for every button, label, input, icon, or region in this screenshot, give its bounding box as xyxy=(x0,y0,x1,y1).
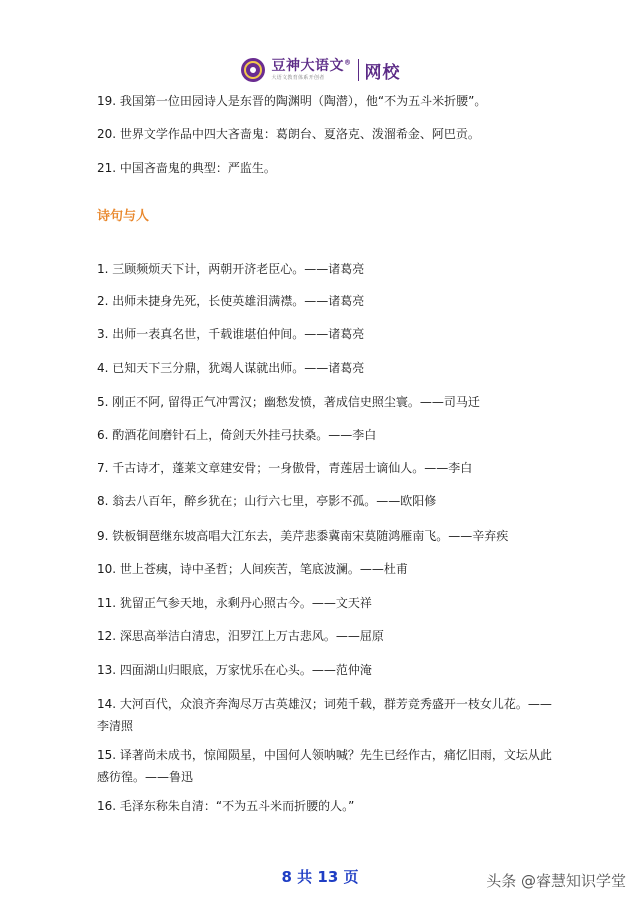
fact-item-20: 20. 世界文学作品中四大吝啬鬼：葛朗台、夏洛克、泼溜希金、阿巴贡。 xyxy=(97,127,480,141)
poem-item-6: 6. 酌酒花间磨针石上，倚剑天外挂弓扶桑。——李白 xyxy=(97,428,377,442)
brand-reg-mark: ® xyxy=(344,58,352,67)
poem-item-4: 4. 已知天下三分鼎，犹竭人谋就出师。——诸葛亮 xyxy=(97,361,365,375)
poem-item-1: 1. 三顾频烦天下计，两朝开济老臣心。——诸葛亮 xyxy=(97,262,365,276)
fact-item-19: 19. 我国第一位田园诗人是东晋的陶渊明（陶潜），他“不为五斗米折腰”。 xyxy=(97,94,487,108)
poem-item-10: 10. 世上苍痍，诗中圣哲；人间疾苦，笔底波澜。——杜甫 xyxy=(97,562,408,576)
poem-item-14: 14. 大河百代，众浪齐奔淘尽万古英雄汉；词苑千载，群芳竞秀盛开一枝女儿花。——李清照 xyxy=(97,697,552,733)
poem-item-11: 11. 犹留正气参天地，永剩丹心照古今。——文天祥 xyxy=(97,596,372,610)
poem-item-13: 13. 四面湖山归眼底，万家忧乐在心头。——范仲淹 xyxy=(97,663,372,677)
poem-item-8: 8. 翁去八百年，醉乡犹在；山行六七里，亭影不孤。——欧阳修 xyxy=(97,494,437,508)
brand-logo xyxy=(240,57,401,83)
brand-subtitle: 大语文教育体系开创者 xyxy=(271,75,325,81)
poem-item-3: 3. 出师一表真名世，千载谁堪伯仲间。——诸葛亮 xyxy=(97,327,365,341)
brand-name: 豆神大语文® xyxy=(271,58,352,74)
poem-item-12: 12. 深思高举洁白清忠，汨罗江上万古悲风。——屈原 xyxy=(97,629,384,643)
watermark-text: 头条 @睿慧知识学堂 xyxy=(486,872,626,890)
page-number: 8 共 13 页 xyxy=(281,868,359,886)
page-header xyxy=(0,52,640,88)
poem-item-2: 2. 出师未捷身先死，长使英雄泪满襟。——诸葛亮 xyxy=(97,294,365,308)
section-title: 诗句与人 xyxy=(97,209,150,224)
poem-item-16: 16. 毛泽东称朱自清：“不为五斗米而折腰的人。” xyxy=(97,799,355,813)
poem-item-7: 7. 千古诗才，蓬莱文章建安骨；一身傲骨，青莲居士谪仙人。——李白 xyxy=(97,461,473,475)
brand-logo-icon xyxy=(240,57,266,83)
poem-item-9: 9. 铁板铜琶继东坡高唱大江东去，美芹悲黍冀南宋莫随鸿雁南飞。——辛弃疾 xyxy=(97,529,509,543)
fact-item-21: 21. 中国吝啬鬼的典型：严监生。 xyxy=(97,161,276,175)
poem-item-5: 5. 刚正不阿, 留得正气冲霄汉；幽愁发愤，著成信史照尘寰。——司马迁 xyxy=(97,395,480,409)
brand-divider xyxy=(358,59,359,81)
poem-item-15: 15. 译著尚未成书，惊闻陨星，中国何人领呐喊？先生已经作古，痛忆旧雨，文坛从此感彷徨。——鲁迅 xyxy=(97,748,552,784)
brand-text xyxy=(272,59,352,81)
brand-school: 网校 xyxy=(364,62,401,83)
